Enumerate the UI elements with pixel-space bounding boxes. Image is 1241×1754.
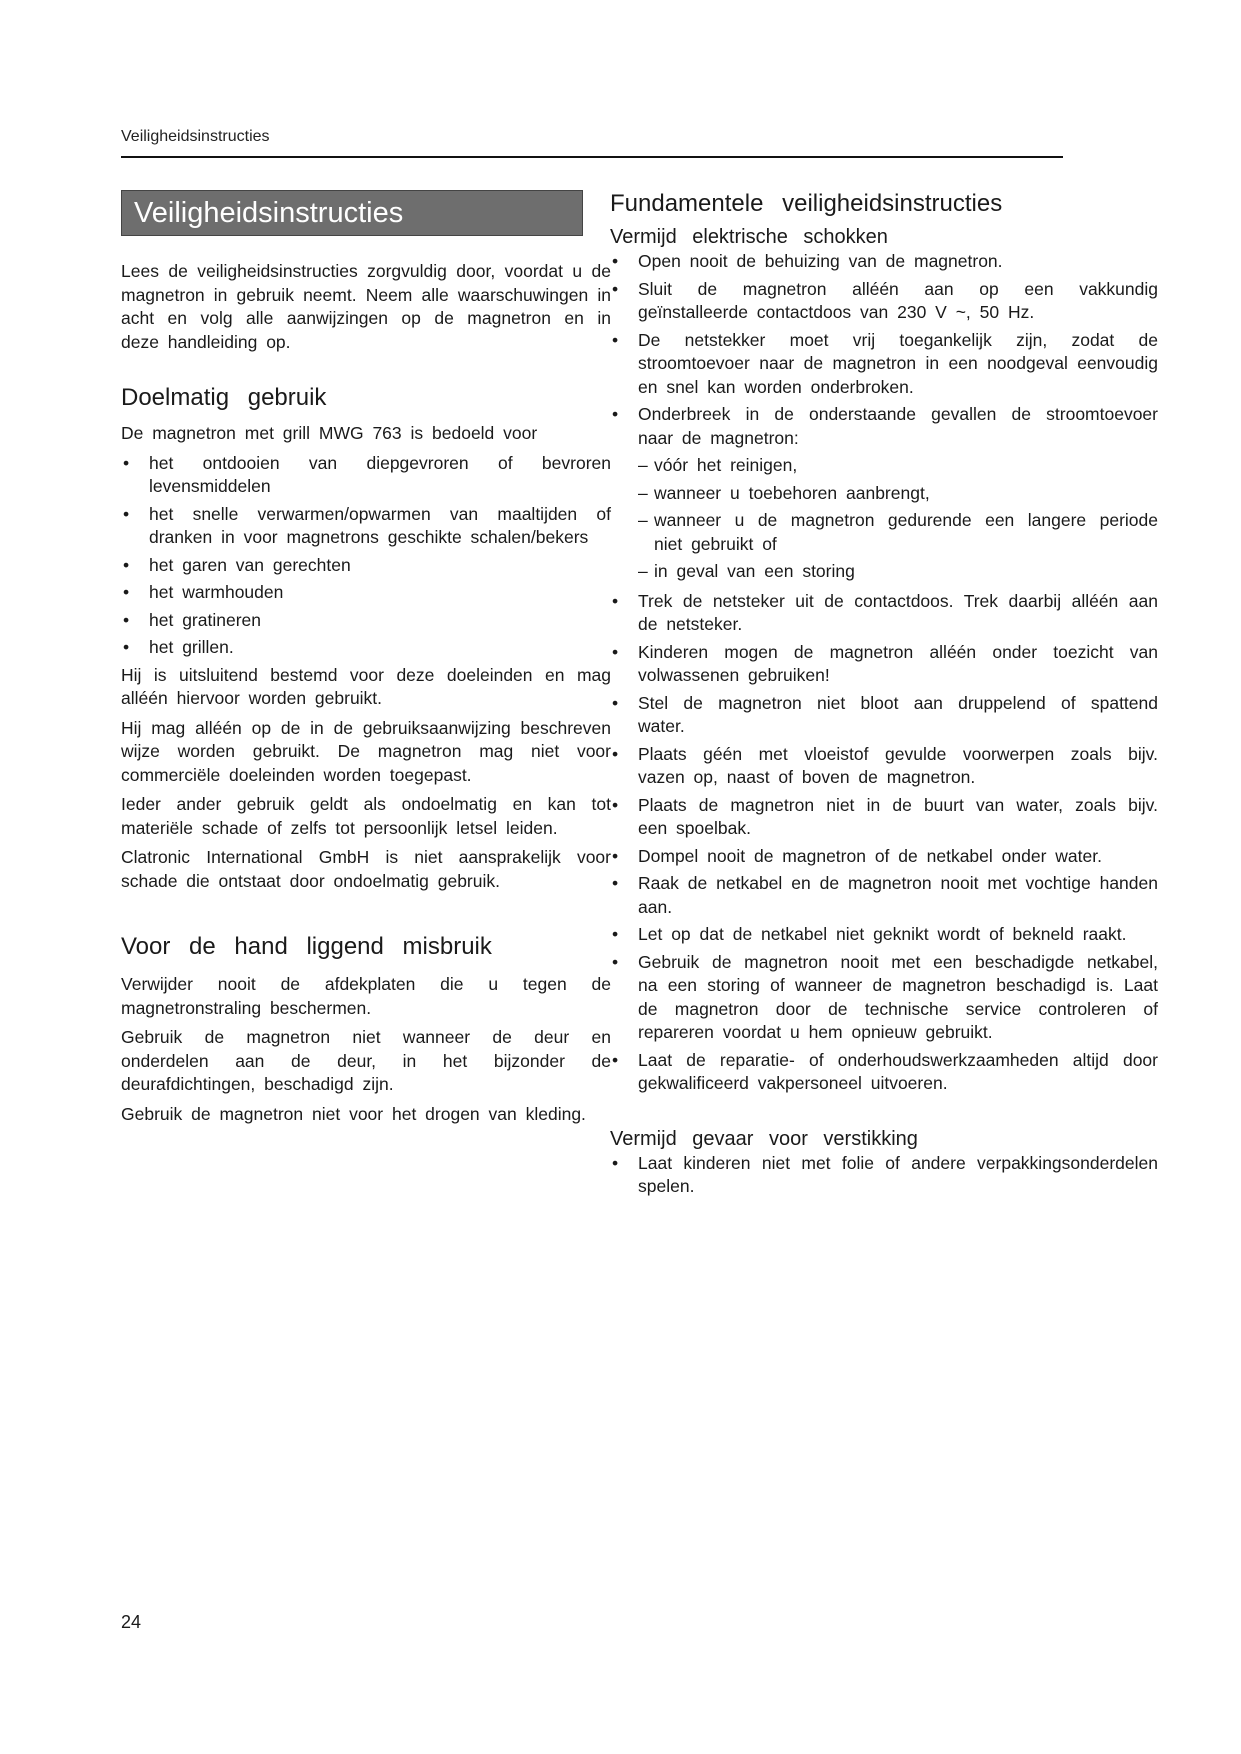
list-item: • Gebruik de magnetron nooit met een beschadigde netkabel, na een storing of wanneer de magnetron beschadigd is. Laat de magnetron door de technische service controleren of repareren voordat u hem opnieuw gebruikt. — [612, 951, 1158, 1042]
bullet-icon: • — [612, 845, 619, 866]
list-item: • Kinderen mogen de magnetron alléén onder toezicht van volwassenen gebruiken! — [612, 641, 1158, 685]
list-item: • Dompel nooit de magnetron of de netkabel onder water. — [610, 845, 1158, 869]
dash-icon: – — [638, 561, 648, 581]
bullet-icon: • — [123, 503, 130, 524]
left-column — [121, 190, 611, 1132]
list-item: • Open nooit de behuizing van de magnetron. — [610, 250, 1158, 274]
list-item: • Trek de netsteker uit de contactdoos. Trek daarbij alléén aan de netsteker. — [612, 590, 1158, 634]
list-item: • Laat de reparatie- of onderhoudswerkzaamheden altijd door gekwalificeerd vakpersoneel uitvoeren. — [612, 1049, 1158, 1093]
page-number: 24 — [121, 1612, 142, 1632]
bullet-icon: • — [123, 582, 130, 602]
list-item: – wanneer u de magnetron gedurende een langere periode niet gebruikt of — [638, 510, 1158, 554]
bullet-icon: • — [612, 329, 619, 350]
list-item: • Laat kinderen niet met folie of andere verpakkingsonderdelen spelen. — [612, 1152, 1158, 1196]
right-column — [610, 190, 1158, 1203]
bullet-icon: • — [612, 404, 619, 424]
bullet-icon: • — [612, 951, 619, 972]
bullet-icon: • — [612, 873, 619, 893]
body-paragraph: Hij mag alléén op de in de gebruiksaanwijzing beschreven wijze worden gebruikt. De magnetron mag niet voor commerciële doeleinden worden toegepast. — [121, 717, 611, 785]
body-paragraph: Ieder ander gebruik geldt als ondoelmatig en kan tot materiële schade of zelfs tot persoonlijk letsel leiden. — [121, 794, 611, 838]
dash-icon: – — [638, 510, 648, 530]
intro-paragraph: Lees de veiligheidsinstructies zorgvuldig door, voordat u de magnetron in gebruik neemt. Neem alle waarschuwingen in acht en volg alle aanwijzingen op de magnetron en in deze handleiding op. — [121, 261, 611, 352]
list-item: • Raak de netkabel en de magnetron nooit met vochtige handen aan. — [612, 873, 1158, 917]
section-heading-misbruik: Voor de hand liggend misbruik — [121, 933, 492, 960]
list-item: – in geval van een storing — [638, 560, 1158, 584]
body-paragraph: Gebruik de magnetron niet wanneer de deur en onderdelen aan de deur, in het bijzonder de deurafdichtingen, beschadigd zijn. — [121, 1027, 611, 1094]
intended-use-lead: De magnetron met grill MWG 763 is bedoeld voor — [121, 423, 538, 443]
section-heading-doelmatig: Doelmatig gebruik — [121, 384, 327, 411]
dash-icon: – — [638, 455, 648, 475]
bullet-icon: • — [612, 590, 619, 611]
bullet-icon: • — [123, 637, 130, 657]
list-item: • het snelle verwarmen/opwarmen van maaltijden of dranken in voor magnetrons geschikte schalen/bekers — [123, 503, 611, 547]
bullet-icon: • — [123, 609, 130, 630]
bullet-icon: • — [612, 924, 619, 944]
list-item: • Onderbreek in de onderstaande gevallen de stroomtoevoer naar de magnetron: — [612, 404, 1158, 448]
suffocation-list — [610, 1152, 1158, 1199]
bullet-icon: • — [612, 278, 619, 299]
section-heading-fundamentele: Fundamentele veiligheidsinstructies — [610, 190, 1003, 217]
body-paragraph: Hij is uitsluitend bestemd voor deze doeleinden en mag alléén hiervoor worden gebruikt. — [121, 664, 611, 708]
body-paragraph: Clatronic International GmbH is niet aansprakelijk voor schade die ontstaat door ondoelmatig gebruik. — [121, 847, 611, 891]
bullet-icon: • — [123, 452, 130, 473]
subheading-schokken: Vermijd elektrische schokken — [610, 226, 888, 248]
list-item: • het warmhouden — [121, 581, 611, 605]
list-item: • het grillen. — [121, 636, 611, 660]
bullet-icon: • — [612, 1049, 619, 1070]
list-item: • Sluit de magnetron alléén aan op een vakkundig geïnstalleerde contactdoos van 230 V ~, 50 Hz. — [612, 278, 1158, 322]
intended-use-list — [121, 452, 611, 660]
interrupt-cases-list — [638, 454, 1158, 584]
page-title: Veiligheidsinstructies — [121, 190, 583, 236]
bullet-icon: • — [612, 692, 619, 713]
list-item: • het gratineren — [121, 609, 611, 633]
bullet-icon: • — [123, 554, 130, 575]
dash-icon: – — [638, 482, 648, 503]
list-item: – vóór het reinigen, — [638, 454, 1158, 478]
bullet-icon: • — [612, 794, 619, 815]
list-item: • het ontdooien van diepgevroren of bevroren levensmiddelen — [123, 452, 611, 496]
list-item: – wanneer u toebehoren aanbrengt, — [638, 482, 1158, 506]
list-item: • Plaats géén met vloeistof gevulde voorwerpen zoals bijv. vazen op, naast of boven de magnetron. — [612, 743, 1158, 787]
bullet-icon: • — [612, 641, 619, 662]
bullet-icon: • — [612, 1152, 619, 1173]
list-item: • Plaats de magnetron niet in de buurt van water, zoals bijv. een spoelbak. — [612, 794, 1158, 838]
bullet-icon: • — [612, 743, 619, 764]
bullet-icon: • — [612, 251, 619, 271]
list-item: • De netstekker moet vrij toegankelijk zijn, zodat de stroomtoevoer naar de magnetron in een noodgeval eenvoudig en snel kan worden onderbroken. — [612, 329, 1158, 397]
running-header: Veiligheidsinstructies — [121, 128, 1063, 158]
subheading-verstikking: Vermijd gevaar voor verstikking — [610, 1127, 918, 1150]
body-paragraph: Verwijder nooit de afdekplaten die u tegen de magnetronstraling beschermen. — [121, 974, 611, 1018]
body-paragraph: Gebruik de magnetron niet voor het drogen van kleding. — [121, 1103, 586, 1124]
list-item: • het garen van gerechten — [121, 554, 611, 578]
shock-list-continued — [610, 590, 1158, 1096]
list-item: • Stel de magnetron niet bloot aan druppelend of spattend water. — [612, 692, 1158, 736]
list-item: • Let op dat de netkabel niet geknikt wordt of bekneld raakt. — [610, 923, 1158, 947]
shock-list — [610, 250, 1158, 450]
